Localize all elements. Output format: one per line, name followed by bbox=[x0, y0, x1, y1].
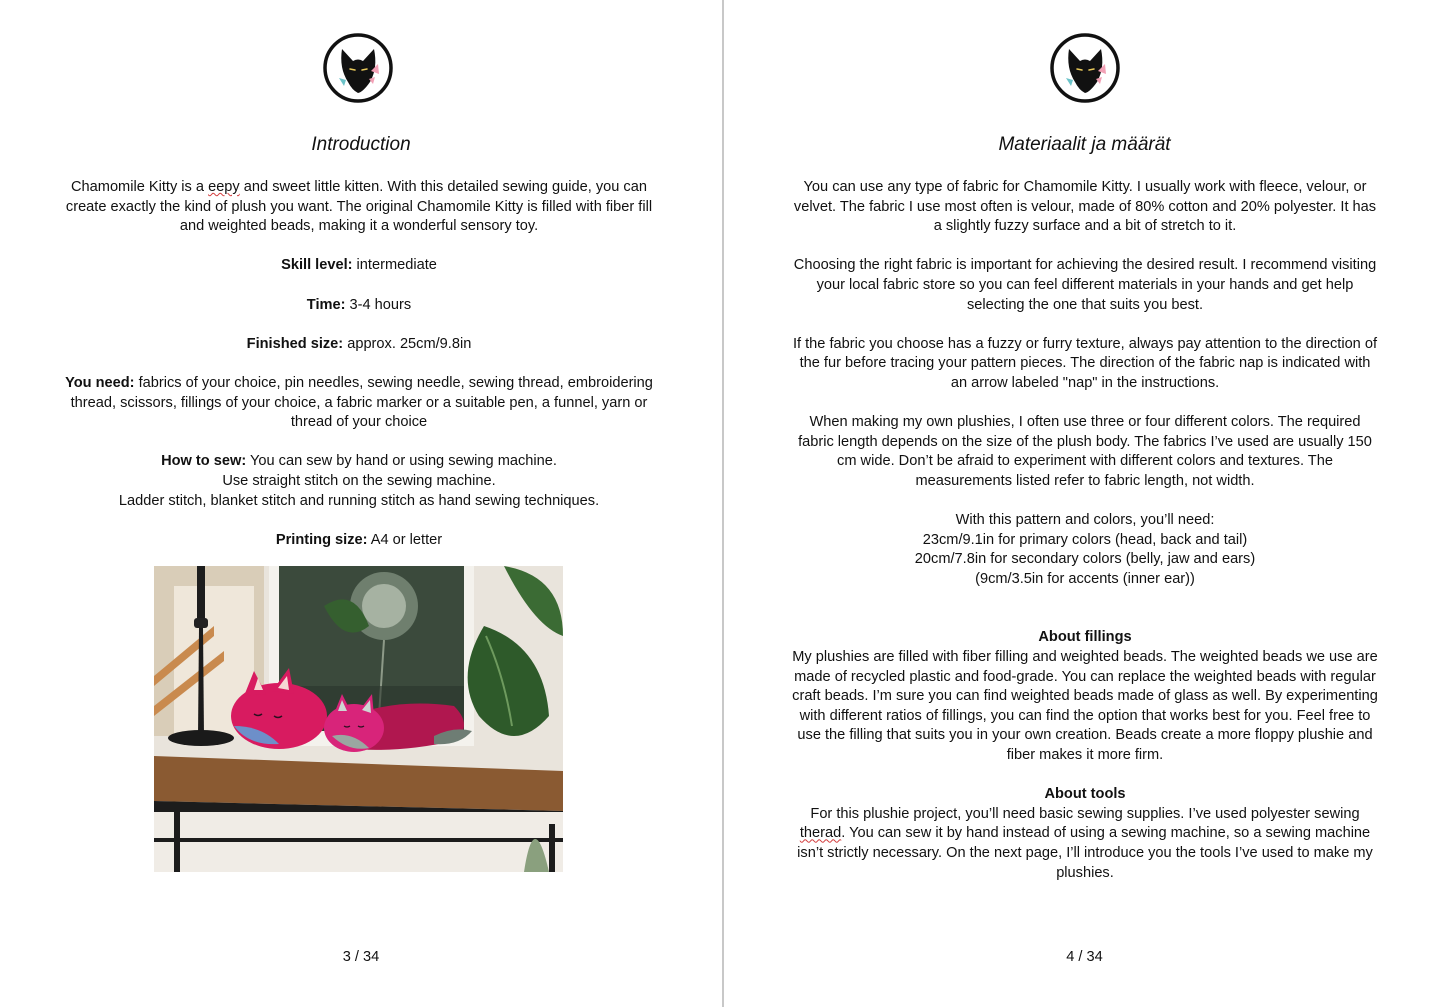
printing-size: Printing size: A4 or letter bbox=[275, 531, 443, 548]
fabric-paragraph: You can use any type of fabric for Chamomile Kitty. I usually work with fleece, velour, or velvet. The fabric I use most often is velour, made of 80% cotton and 20% polyester. It has a slightly fuzzy surface and a bit of stretch to it. bbox=[793, 179, 1377, 235]
page-3 bbox=[0, 0, 722, 1007]
page-number: 3 / 34 bbox=[342, 949, 380, 965]
tools-title: About tools bbox=[1044, 786, 1126, 803]
materials-content bbox=[790, 178, 1380, 883]
supplies-needed: You need: fabrics of your choice, pin needles, sewing needle, sewing thread, embroidering thread, scissors, fillings of your choice, a fabric marker or a suitable pen, a funnel, yarn or thread of your choice bbox=[65, 374, 653, 431]
fabric-amounts: With this pattern and colors, you’ll need: 23cm/9.1in for primary colors (head, back and tail) 20cm/7.8in for secondary colors (belly, jaw and ears) (9cm/3.5in for accents (inner ear)) bbox=[914, 512, 1256, 587]
cat-logo-icon bbox=[322, 32, 394, 104]
spelling-mark: eepy bbox=[208, 179, 240, 195]
plush-photo bbox=[154, 566, 563, 872]
finished-size: Finished size: approx. 25cm/9.8in bbox=[246, 335, 472, 352]
fabric-length-paragraph: When making my own plushies, I often use three or four different colors. The required fabric length depends on the size of the plush body. The fabrics I’ve used are usually 150 cm wide. Don’t be afraid to experiment with different colors and textures. The measurements listed refer to fabric length, not width. bbox=[798, 414, 1372, 489]
page-4 bbox=[724, 0, 1445, 1007]
fillings-section: About fillings My plushies are filled with fiber filling and weighted beads. The weighted beads we use are made of recycled plastic and food-grade. You can replace the weighted beads with regular craft beads. I’m sure you can find weighted beads made of glass as well. By experimenting with different ratios of fillings, you can find the option that works best for you. Feel free to use the filling that suits you in your own creation. Beads create a more floppy plushie and fiber makes it more firm. bbox=[790, 628, 1380, 765]
skill-level: Skill level: intermediate bbox=[281, 257, 437, 274]
choosing-fabric-paragraph: Choosing the right fabric is important for achieving the desired result. I recommend visiting your local fabric store so you can feel different materials in your hands and get help selecting the one that suits you best. bbox=[793, 257, 1377, 313]
cat-logo-icon bbox=[1049, 32, 1121, 104]
spelling-mark: therad bbox=[799, 825, 842, 842]
page-heading: Introduction bbox=[311, 134, 411, 155]
nap-direction-paragraph: If the fabric you choose has a fuzzy or furry texture, always pay attention to the direction of the fur before tracing your pattern pieces. The direction of the fabric nap is indicated with an arrow labeled "nap" in the instructions. bbox=[792, 335, 1378, 391]
intro-paragraph: Chamomile Kitty is a eepy and sweet little kitten. With this detailed sewing guide, you can create exactly the kind of plush you want. The original Chamomile Kitty is filled with fiber fill and weighted beads, making it a wonderful sensory toy. bbox=[65, 179, 653, 235]
tools-section: About tools For this plushie project, you’ll need basic sewing supplies. I’ve used polyester sewing therad. You can sew it by hand instead of using a sewing machine, so a sewing machine isn’t strictly necessary. On the next page, I’ll introduce you the tools I’ve used to make my plushies. bbox=[790, 785, 1380, 883]
intro-content bbox=[58, 178, 660, 550]
time-required: Time: 3-4 hours bbox=[306, 296, 412, 313]
page-number: 4 / 34 bbox=[1066, 949, 1103, 965]
how-to-sew: How to sew: You can sew by hand or using sewing machine. Use straight stitch on the sewing machine. Ladder stitch, blanket stitch and running stitch as hand sewing techniques. bbox=[118, 453, 600, 509]
page-heading: Materiaalit ja määrät bbox=[998, 134, 1171, 155]
fillings-title: About fillings bbox=[1038, 629, 1132, 646]
